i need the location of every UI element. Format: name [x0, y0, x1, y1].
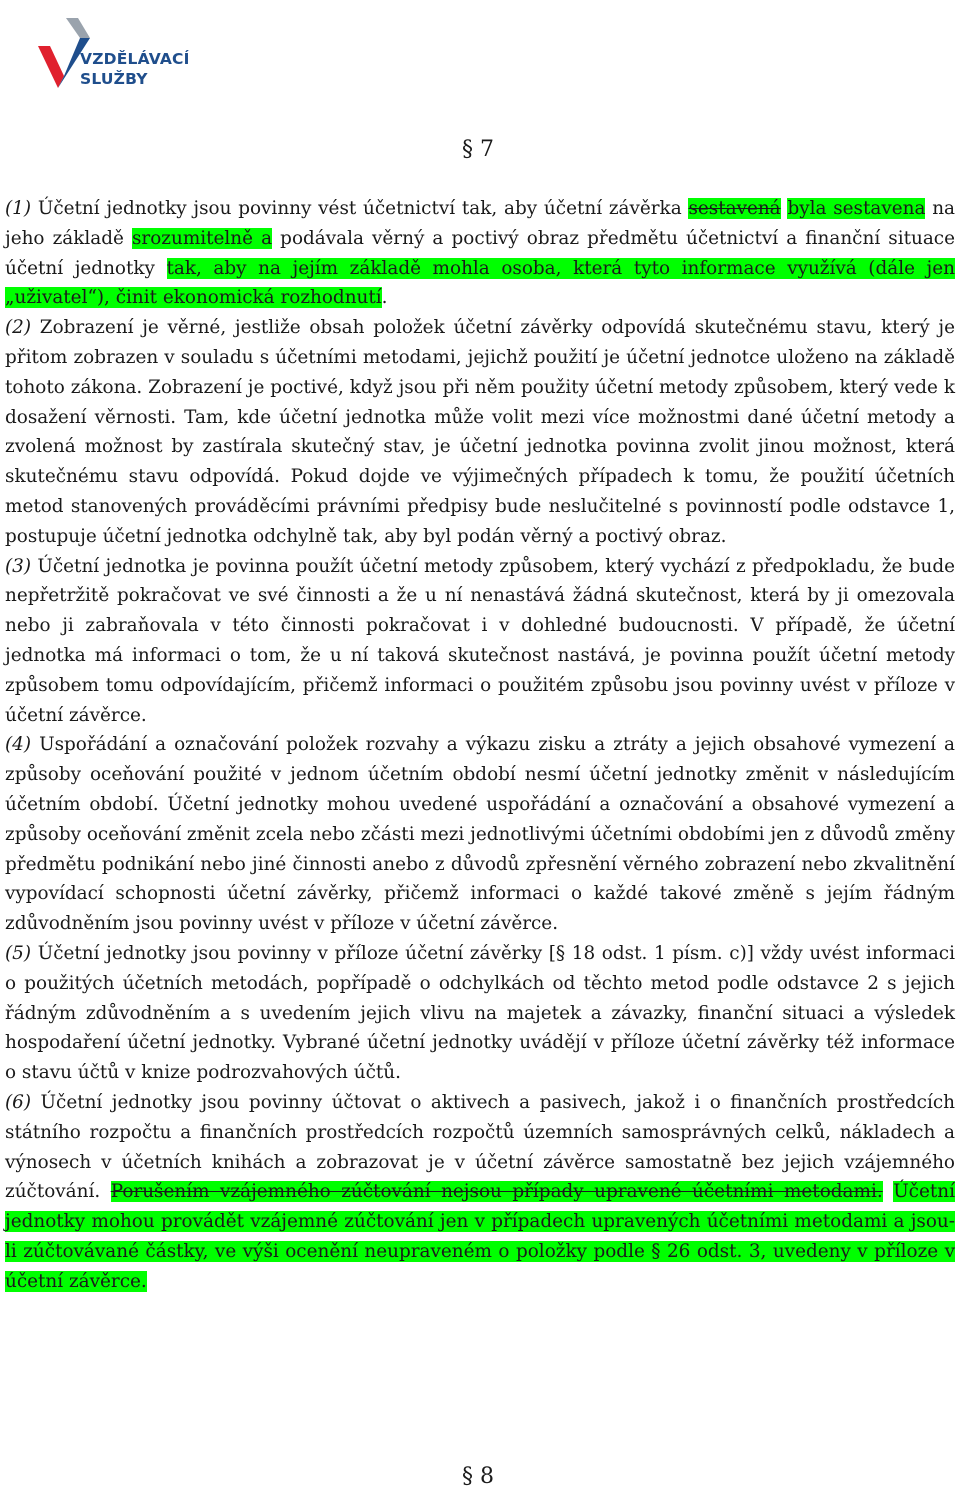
paragraph-1: (1) Účetní jednotky jsou povinny vést účetnictví tak, aby účetní závěrka sestavená byla sestavena na jeho základě srozumitelně a podávala věrný a poctivý obraz předmětu účetnictví a finanční situace účetní jednotky tak, aby na jejím základě mohla osoba, která tyto informace využívá (dále jen „uživatel“), činit ekonomická rozhodnutí. [5, 198, 956, 309]
paragraph-number: (2) [5, 317, 32, 339]
paragraph-4: (4) Uspořádání a označování položek rozvahy a výkazu zisku a ztráty a jejich obsahové vymezení a způsoby oceňování použité v jednom účetním období nesmí účetní jednotky změnit v následujícím účetním období. Účetní jednotky mohou uvedené uspořádání a označování a obsahové vymezení a způsoby oceňování změnit zcela nebo zčásti mezi jednotlivými účetními obdobími jen z důvodů změny předmětu podnikání nebo jiné činnosti anebo z důvodů zpřesnění věrného zobrazení nebo zkvalitnění vypovídací schopnosti účetní závěrky, přičemž informaci o každé takové změně s jejím řádným zdůvodněním jsou povinny uvést v příloze v účetní závěrce. [5, 734, 955, 935]
inserted-text: srozumitelně a [131, 227, 273, 249]
deleted-text: sestavená [688, 198, 781, 219]
paragraph-3: (3) Účetní jednotka je povinna použít účetní metody způsobem, který vychází z předpokladu, že bude nepřetržitě pokračovat ve své činnosti a že u ní nenastává žádná skutečnost, která by ji omezovala nebo ji zabraňovala v této činnosti pokračovat i v dohledné budoucnosti. V případě, že účetní jednotka má informaci o tom, že u ní taková skutečnost nastává, je povinna použít účetní metody způsobem tomu odpovídajícím, přičemž informaci o použitém způsobu jsou povinny uvést v příloze v účetní závěrce. [5, 555, 955, 726]
logo-grey-stroke [66, 18, 90, 38]
paragraph-6: (6) Účetní jednotky jsou povinny účtovat o aktivech a pasivech, jakož i o finančních prostředcích státního rozpočtu a finančních prostředcích rozpočtů územních samosprávných celků, nákladech a výnosech v účetních knihách a zobrazovat je v účetní závěrce samostatně bez jejich vzájemného zúčtování. Porušením vzájemného zúčtování nejsou případy upravené účetními metodami. Účetní jednotky mohou provádět vzájemné zúčtování jen v případech upravených účetními metodami a jsou-li zúčtovávané částky, ve výši ocenění neupraveném o položky podle § 26 odst. 3, uvedeny v příloze v účetní závěrce. [5, 1091, 955, 1292]
inserted-text: byla sestavena [787, 198, 926, 219]
paragraph-2: (2) Zobrazení je věrné, jestliže obsah položek účetní závěrky odpovídá skutečnému stavu, který je přitom zobrazen v souladu s účetními metodami, jejichž použití je účetní jednotce uloženo na základě tohoto zákona. Zobrazení je poctivé, když jsou při něm použity účetní metody způsobem, který vede k dosažení věrnosti. Tam, kde účetní jednotka může volit mezi více možnostmi dané účetní metody a zvolená možnost by zastírala skutečný stav, je účetní jednotka povinna zvolit jinou možnost, která skutečnému stavu odpovídá. Pokud dojde ve výjimečných případech k tomu, že použití účetních metod stanovených prováděcími právními předpisy bude neslučitelné s povinností podle odstavce 1, postupuje účetní jednotka odchylně tak, aby byl podán věrný a poctivý obraz. [5, 317, 955, 547]
paragraph-number: (4) [5, 734, 32, 756]
section-heading-7: § 7 [462, 137, 494, 162]
document-body [5, 194, 955, 1296]
paragraph-number: (3) [5, 555, 32, 577]
section-heading-8: § 8 [462, 1464, 494, 1489]
paragraph-number: (6) [5, 1091, 32, 1113]
inserted-text: Účetní jednotky mohou provádět vzájemné zúčtování jen v případech upravených účetními metodami a jsou-li zúčtovávané částky, ve výši ocenění neupraveném o položky podle § 26 odst. 3, uvedeny v příloze v účetní závěrce. [5, 1181, 955, 1292]
logo [36, 16, 190, 96]
inserted-text: tak, aby na jejím základě mohla osoba, která tyto informace využívá (dále jen „uživatel“), činit ekonomická rozhodnutí [5, 257, 955, 309]
paragraph-5: (5) Účetní jednotky jsou povinny v příloze účetní závěrky [§ 18 odst. 1 písm. c)] vždy uvést informaci o použitých účetních metodách, popřípadě o odchylkách od těchto metod podle odstavce 2 s jejich řádným zdůvodněním a s uvedením jejich vlivu na majetek a závazky, finanční situaci a výsledek hospodaření účetní jednotky. Vybrané účetní jednotky uvádějí v příloze účetní závěrky též informace o stavu účtů v knize podrozvahových účtů. [5, 942, 955, 1084]
deleted-text: Porušením vzájemného zúčtování nejsou případy upravené účetními metodami. [110, 1181, 883, 1203]
paragraph-number: (1) [5, 198, 32, 219]
paragraph-number: (5) [5, 942, 32, 964]
logo-text-line1: VZDĚLÁVACÍ [80, 50, 190, 68]
logo-red-stroke [38, 46, 64, 88]
logo-text-line2: SLUŽBY [80, 70, 148, 88]
